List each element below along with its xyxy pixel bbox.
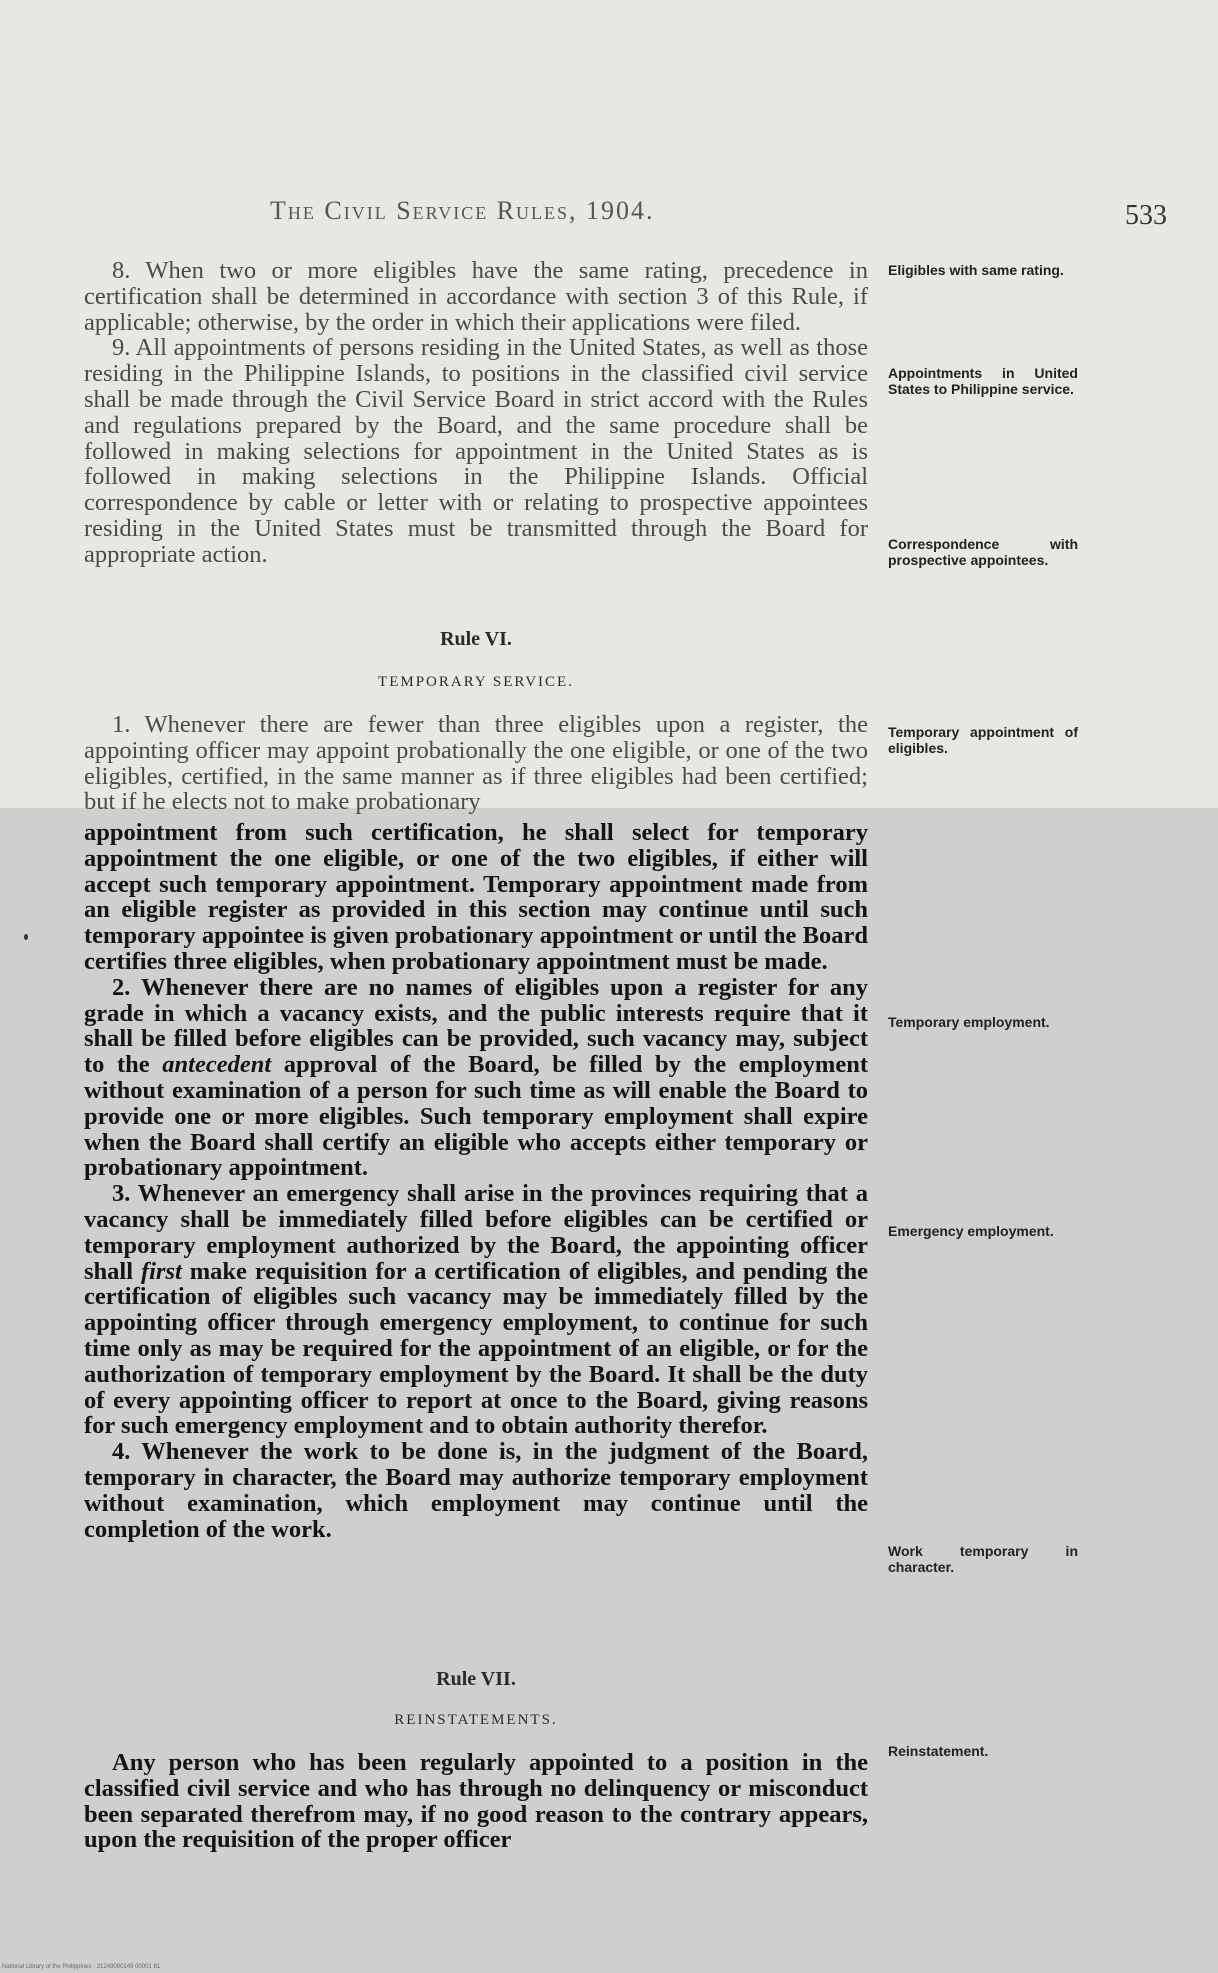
reinstatement-paragraph: Any person who has been regularly appointed to a position in the classified civil service and who has through no delinquency or misconduct been separated therefrom may, if no good reason to the contrary appears, upon the requisition of the proper officer	[84, 1749, 868, 1854]
marginal-note-temporary-appointment: Temporary appointment of eligibles.	[888, 724, 1078, 756]
section-2	[84, 975, 868, 1181]
page-number: 533	[1125, 200, 1167, 231]
marginal-note-work-temporary: Work temporary in character.	[888, 1543, 1078, 1575]
section-2-text-b: approval of the Board, be filled by the employment without examination of a person for such time as will enable the Board to provide one or more eligibles. Such temporary employment shall expire when the Board shall certify an eligible who accepts either temporary or probationary appointment.	[84, 1051, 868, 1182]
section-4: 4. Whenever the work to be done is, in the judgment of the Board, temporary in character, the Board may authorize temporary employment without examination, which employment may continue until the completion of the work.	[84, 1438, 868, 1543]
scan-speck	[24, 934, 28, 940]
marginal-note-temporary-employment: Temporary employment.	[888, 1014, 1050, 1030]
section-3	[84, 1181, 868, 1439]
rule-vi-subtitle: TEMPORARY SERVICE.	[378, 674, 574, 690]
running-head: The Civil Service Rules, 1904.	[270, 196, 655, 225]
rule-vii-title: Rule VII.	[436, 1668, 516, 1690]
paragraph-8: 8. When two or more eligibles have the same rating, precedence in certification shall be determined in accordance with section 3 of this Rule, if applicable; otherwise, by the order in which their applications were filed.	[84, 257, 868, 336]
rule-vii-subtitle: REINSTATEMENTS.	[394, 1712, 558, 1728]
marginal-note-correspondence: Correspondence with prospective appointees.	[888, 536, 1078, 568]
section-3-text-a: 3. Whenever an emergency shall arise in the provinces requiring that a vacancy shall be immediately filled before eligibles can be certified or temporary employment authorized by the Board, the appointing officer shall	[84, 1180, 868, 1285]
marginal-note-appointments: Appointments in United States to Philippine service.	[888, 365, 1078, 397]
rule-v-continuation	[84, 258, 868, 568]
section-3-emphasis: first	[140, 1257, 182, 1285]
rule-vi-section-1-top	[84, 712, 868, 815]
section-2-text-a: 2. Whenever there are no names of eligibles upon a register for any grade in which a vacancy exists, and the public interests require that it shall be filled before eligibles can be provided, such vacancy may, subject to the	[84, 973, 868, 1079]
marginal-note-emergency-employment: Emergency employment.	[888, 1223, 1054, 1239]
section-2-emphasis: antecedent	[162, 1051, 272, 1079]
paragraph-9: 9. All appointments of persons residing in the United States, as well as those residing in the Philippine Islands, to positions in the classified civil service shall be made through the Civil Service Board in strict accord with the Rules and regulations prepared by the Board, and the same procedure shall be followed in making selections for appointment in the United States as is followed in making selections in the Philippine Islands. Official correspondence by cable or letter with or relating to prospective appointees residing in the United States must be transmitted through the Board for appropriate action.	[84, 334, 868, 568]
footer-credit: National Library of the Philippines · 21249000149 00001 81	[2, 1964, 161, 1970]
marginal-note-reinstatement: Reinstatement.	[888, 1743, 989, 1759]
rule-vi-body	[84, 820, 868, 1542]
marginal-note-eligibles: Eligibles with same rating.	[888, 262, 1064, 278]
section-1-continuation: appointment from such certification, he shall select for temporary appointment the one eligible, or one of the two eligibles, if either will accept such temporary appointment. Temporary appointment made from an eligible register as provided in this section may continue until such temporary appointee is given probationary appointment or until the Board certifies three eligibles, when probationary appointment must be made.	[84, 819, 868, 975]
rule-vi-title: Rule VI.	[440, 628, 512, 650]
section-1-opening: 1. Whenever there are fewer than three eligibles upon a register, the appointing officer may appoint probationally the one eligible, or one of the two eligibles, certified, in the same manner as if three eligibles had been certified; but if he elects not to make probationary	[84, 711, 868, 816]
rule-vii-body	[84, 1750, 868, 1853]
section-3-text-b: make requisition for a certification of eligibles, and pending the certification of eligibles such vacancy may be immediately filled by the appointing officer through emergency employment, to continue for such time only as may be required for the appointment of an eligible, or for the authorization of temporary employment by the Board. It shall be the duty of every appointing officer to report at once to the Board, giving reasons for such emergency employment and to obtain authority therefor.	[84, 1257, 868, 1440]
